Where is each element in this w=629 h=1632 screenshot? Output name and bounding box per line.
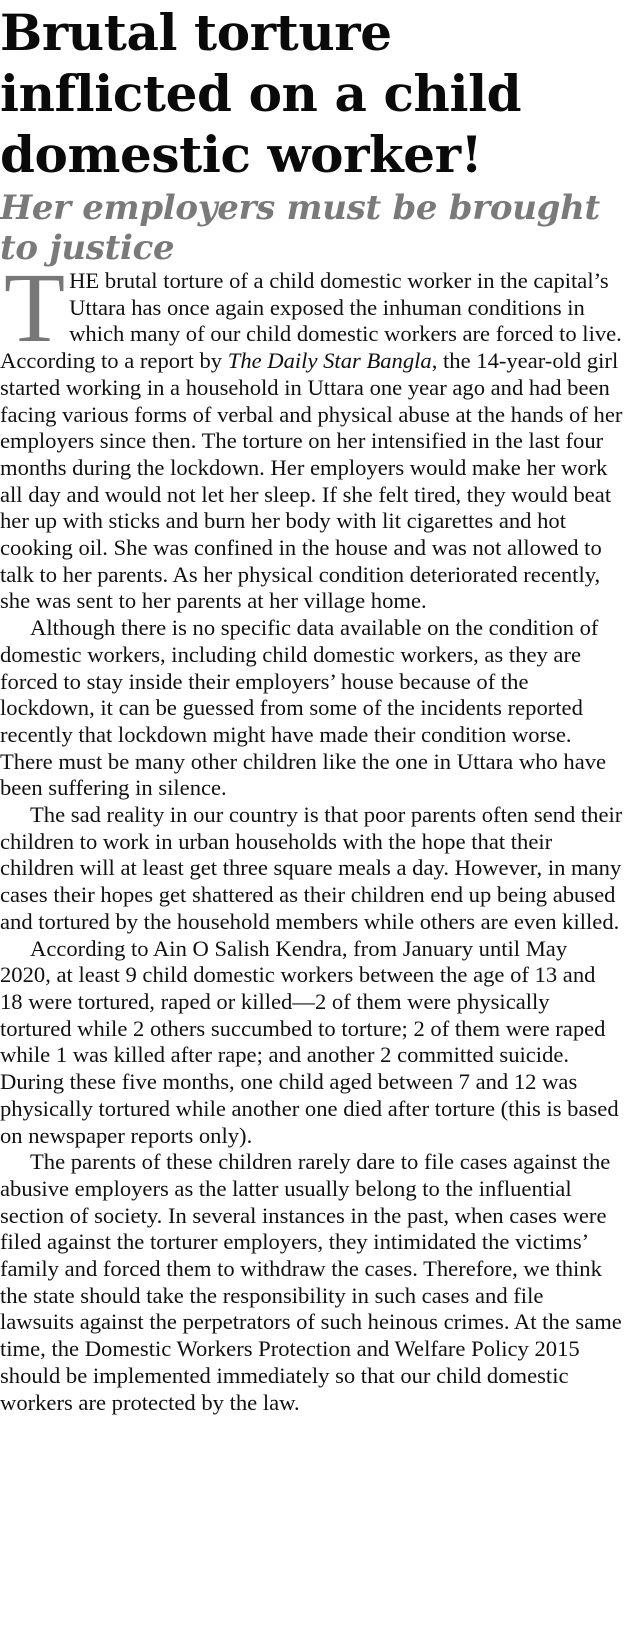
paragraph-4: According to Ain O Salish Kendra, from January until May 2020, at least 9 child domestic workers between the age of 13 and 18 were tortured, raped or killed—2 of them were physically tortured while 2 others succumbed to torture; 2 of them were raped while 1 was killed after rape; and another 2 committed suicide. During these five months, one child aged between 7 and 12 was physically tortured while another one died after torture (this is based on newspaper reports only). — [0, 935, 619, 1148]
article-body — [0, 252, 623, 1416]
source-name: The Daily Star Bangla — [227, 348, 432, 374]
paragraph-3: The sad reality in our country is that poor parents often send their children to work in urban households with the hope that their children will at least get three square meals a day. However, in many cases their hopes get shattered as their children end up being abused and tortured by the household members while others are even killed. — [0, 802, 623, 934]
paragraph-2: Although there is no specific data available on the condition of domestic workers, including child domestic workers, as they are forced to stay inside their employers’ house because of the lockdown, it can be guessed from some of the incidents reported recently that lockdown might have made their condition worse. There must be many other children like the one in Uttara who have been suffering in silence. — [0, 615, 607, 801]
headline: Brutal torture inflicted on a child domestic worker! — [0, 3, 522, 184]
subheadline: Her employers must be brought to justice — [0, 188, 600, 268]
paragraph-5: The parents of these children rarely dare to file cases against the abusive employers as the latter usually belong to the influential section of society. In several instances in the past, when cases were filed against the torturer employers, they intimidated the victims’ family and forced them to withdraw the cases. Therefore, we think the state should take the responsibility in such cases and file lawsuits against the perpetrators of such heinous crimes. At the same time, the Domestic Workers Protection and Welfare Policy 2015 should be implemented immediately so that our child domestic workers are protected by the law. — [0, 1149, 622, 1415]
paragraph-1-text-b: , the 14-year-old girl started working in a household in Uttara one year ago and had been facing various forms of verbal and physical abuse at the hands of her employers since then. The torture on her intensified in the last four months during the lockdown. Her employers would make her work all day and would not let her sleep. If she felt tired, they would beat her up with sticks and burn her body with lit cigarettes and hot cooking oil. She was confined in the house and was not allowed to talk to her parents. As her physical condition deteriorated recently, she was sent to her parents at her village home. — [0, 348, 623, 614]
lead-in: HE — [69, 268, 100, 293]
drop-cap: T — [4, 252, 66, 363]
paragraph-1-text-a: brutal torture of a child domestic worker in the capital’s Uttara has once again exposed the inhuman conditions in which many of our child domestic workers are forced to live. According to a report by — [0, 268, 622, 374]
paragraph-1 — [0, 252, 623, 615]
